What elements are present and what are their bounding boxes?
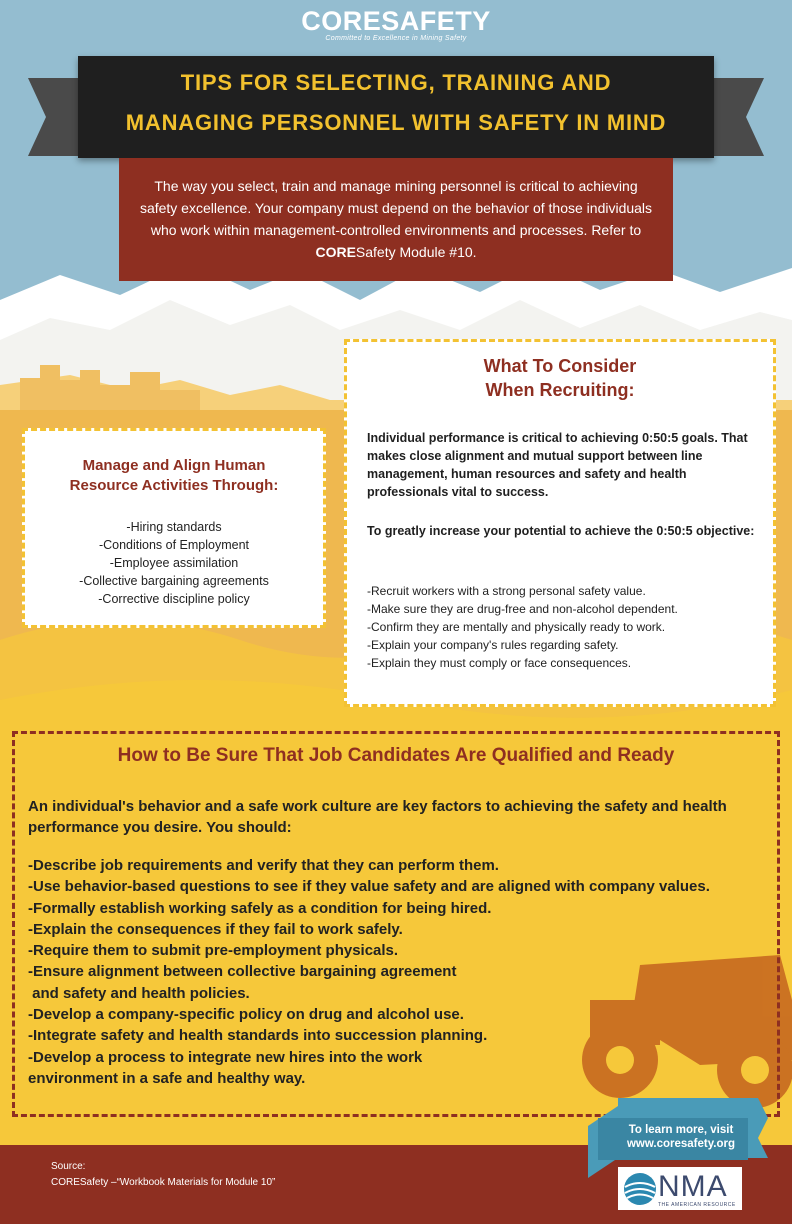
qualified-intro: An individual's behavior and a safe work culture are key factors to achieving the safety and health performance you desire. You should: bbox=[28, 798, 727, 836]
list-item: -Hiring standards bbox=[126, 520, 222, 534]
nma-sub: THE AMERICAN RESOURCE bbox=[658, 1202, 736, 1208]
list-item: -Require them to submit pre-employment physicals. bbox=[28, 942, 399, 960]
qualified-title: How to Be Sure That Job Candidates Are Qualified and Ready bbox=[117, 745, 675, 766]
consider-title-line-2: When Recruiting: bbox=[485, 380, 635, 400]
list-item: -Ensure alignment between collective bargaining agreement bbox=[28, 963, 457, 981]
manage-title-line-2: Resource Activities Through: bbox=[69, 477, 279, 494]
manage-list bbox=[25, 518, 323, 608]
consider-title-line-1: What To Consider bbox=[483, 356, 637, 376]
list-item: -Explain they must comply or face consequences. bbox=[367, 656, 632, 670]
list-item: -Make sure they are drug-free and non-alcohol dependent. bbox=[367, 602, 678, 616]
title-line-2: MANAGING PERSONNEL WITH SAFETY IN MIND bbox=[125, 110, 667, 135]
list-item: -Confirm they are mentally and physically ready to work. bbox=[367, 620, 666, 634]
list-item: -Employee assimilation bbox=[109, 556, 239, 570]
learn-more-line-1: To learn more, visit bbox=[628, 1124, 734, 1136]
source-citation bbox=[51, 1159, 275, 1191]
list-item: -Develop a process to integrate new hires into the work bbox=[28, 1048, 423, 1066]
list-item: -Integrate safety and health standards into succession planning. bbox=[28, 1027, 488, 1045]
qualified-box bbox=[12, 731, 780, 1117]
manage-box bbox=[22, 428, 326, 628]
intro-box bbox=[119, 158, 673, 281]
manage-title-line-1: Manage and Align Human bbox=[82, 457, 266, 474]
list-item: environment in a safe and healthy way. bbox=[28, 1069, 306, 1087]
intro-text-end: Safety Module #10. bbox=[355, 244, 477, 260]
list-item: -Explain the consequences if they fail to work safely. bbox=[28, 920, 403, 938]
learn-more-ribbon[interactable] bbox=[588, 1098, 768, 1158]
list-item: -Corrective discipline policy bbox=[98, 592, 250, 606]
globe-icon bbox=[622, 1171, 658, 1207]
consider-paragraph-2: To greatly increase your potential to achieve the 0:50:5 objective: bbox=[367, 524, 755, 538]
list-item: -Formally establish working safely as a condition for being hired. bbox=[28, 899, 492, 917]
consider-box bbox=[344, 339, 776, 707]
nma-logo bbox=[618, 1167, 742, 1210]
consider-list bbox=[367, 582, 678, 672]
title-banner bbox=[78, 56, 714, 158]
intro-brand: CORE bbox=[315, 244, 356, 260]
list-item: -Collective bargaining agreements bbox=[79, 574, 269, 588]
nma-word: NMA bbox=[658, 1170, 728, 1203]
logo-brand: CORESAFETY bbox=[301, 6, 491, 36]
website-link[interactable]: www.coresafety.org bbox=[626, 1138, 735, 1150]
qualified-list bbox=[28, 855, 710, 1089]
title-line-1: TIPS FOR SELECTING, TRAINING AND bbox=[180, 70, 612, 95]
list-item: -Explain your company's rules regarding safety. bbox=[367, 638, 619, 652]
source-label: Source: bbox=[51, 1161, 86, 1172]
list-item: -Develop a company-specific policy on drug and alcohol use. bbox=[28, 1006, 464, 1024]
intro-text: The way you select, train and manage mining personnel is critical to achieving safety excellence. Your company must depend on the behavior of those individuals who work within management-controlled environments and processes. Refer to bbox=[139, 178, 653, 238]
source-text: CORESafety –“Workbook Materials for Module 10” bbox=[51, 1177, 276, 1188]
list-item: and safety and health policies. bbox=[28, 984, 250, 1002]
consider-paragraph-1: Individual performance is critical to achieving 0:50:5 goals. That makes close alignment and mutual support between line management, human resources and safety and health professionals vital to success. bbox=[367, 431, 748, 499]
list-item: -Recruit workers with a strong personal safety value. bbox=[367, 584, 646, 598]
learn-more-text[interactable] bbox=[606, 1123, 756, 1151]
manage-title bbox=[25, 456, 323, 496]
coresafety-logo bbox=[0, 6, 792, 42]
list-item: -Conditions of Employment bbox=[98, 538, 250, 552]
list-item: -Describe job requirements and verify that they can perform them. bbox=[28, 857, 499, 874]
list-item: -Use behavior-based questions to see if they value safety and are aligned with company values. bbox=[28, 878, 710, 896]
logo-tagline: Committed to Excellence in Mining Safety bbox=[325, 35, 467, 42]
